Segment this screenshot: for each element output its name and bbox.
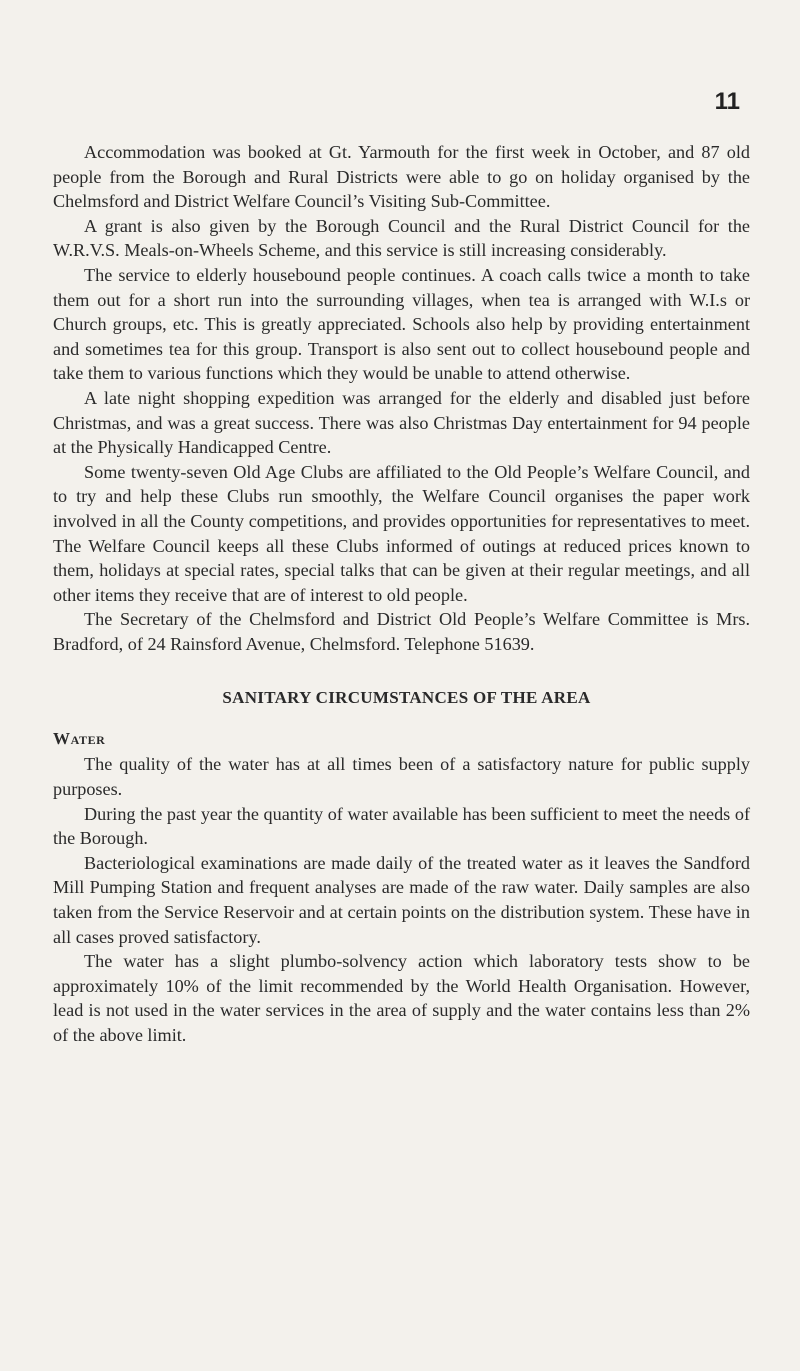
paragraph-plumbo-solvency: The water has a slight plumbo-solvency action which laboratory tests show to be approximately 10% of the limit recommended by the World Health Organisation. However, lead is not used in the water services in the area of supply and the water contains less than 2% of the above limit.: [53, 951, 750, 1045]
paragraph-meals-on-wheels: A grant is also given by the Borough Council and the Rural District Council for the W.R.V.S. Meals-on-Wheels Scheme, and this service is still increasing considerably.: [53, 215, 750, 261]
subsection-heading: Water: [53, 729, 106, 749]
paragraph-holiday: Accommodation was booked at Gt. Yarmouth for the first week in October, and 87 old people from the Borough and Rural Districts were able to go on holiday organised by the Chelmsford and District Welfare Council’s Visiting Sub-Committee.: [53, 142, 750, 212]
section-heading: SANITARY CIRCUMSTANCES OF THE AREA: [222, 688, 591, 708]
body-text: [53, 140, 750, 1048]
paragraph-secretary: The Secretary of the Chelmsford and District Old People’s Welfare Committee is Mrs. Bradford, of 24 Rainsford Avenue, Chelmsford. Telephone 51639.: [53, 609, 750, 654]
paragraph-water-quantity: During the past year the quantity of water available has been sufficient to meet the needs of the Borough.: [53, 803, 750, 849]
paragraph-housebound-service: The service to elderly housebound people continues. A coach calls twice a month to take them out for a short run into the surrounding villages, when tea is arranged with W.I.s or Church groups, etc. This is greatly appreciated. Schools also help by providing entertainment and sometimes tea for this group. Transport is also sent out to collect housebound people and take them to various functions which they would be unable to attend otherwise.: [53, 264, 750, 384]
paragraph-old-age-clubs: Some twenty-seven Old Age Clubs are affiliated to the Old People’s Welfare Council, and to try and help these Clubs run smoothly, the Welfare Council organises the paper work involved in all the County competitions, and provides opportunities for representatives to meet. The Welfare Council keeps all these Clubs informed of outings at reduced prices known to them, holidays at special rates, special talks that can be given at their regular meetings, and all other items they receive that are of interest to old people.: [53, 461, 750, 605]
paragraph-christmas: A late night shopping expedition was arranged for the elderly and disabled just before Christmas, and was a great success. There was also Christmas Day entertainment for 94 people at the Physically Handicapped Centre.: [53, 387, 750, 458]
paragraph-water-quality: The quality of the water has at all times been of a satisfactory nature for public supply purposes.: [53, 754, 750, 800]
paragraph-bacteriological: Bacteriological examinations are made daily of the treated water as it leaves the Sandford Mill Pumping Station and frequent analyses are made of the raw water. Daily samples are also taken from the Service Reservoir and at certain points on the distribution system. These have in all cases proved satisfactory.: [53, 852, 750, 947]
page-number: 11: [714, 88, 740, 115]
